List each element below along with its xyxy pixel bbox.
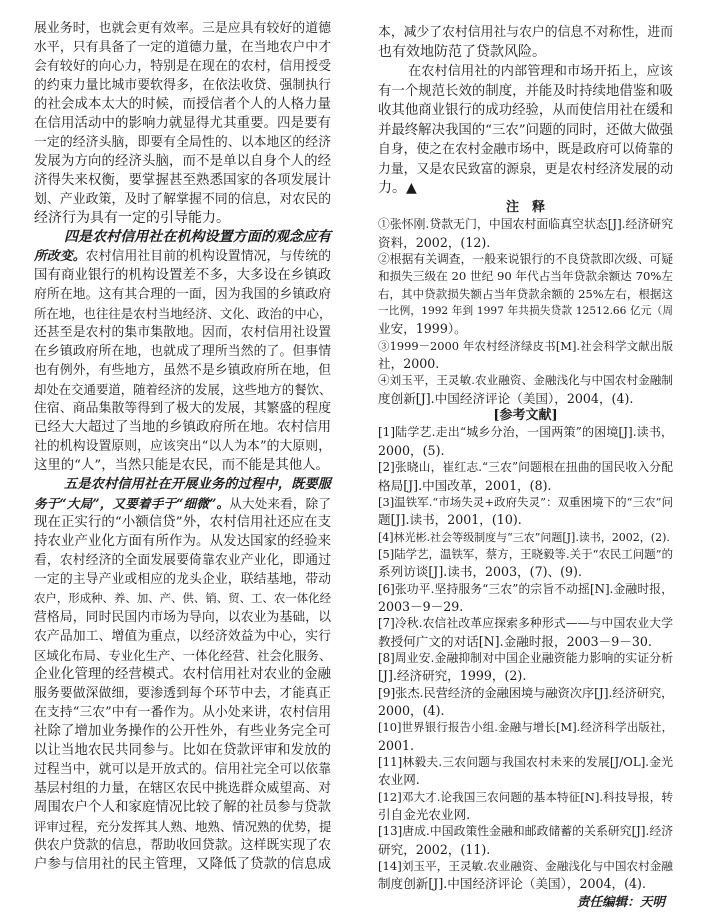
line-text: 过程当中，就可以是开放式的。信用社完全可以依靠 <box>34 762 331 777</box>
reference-item <box>378 650 673 685</box>
text-line <box>34 361 331 380</box>
reference-item <box>378 424 673 459</box>
text-line <box>34 19 331 38</box>
line-text: 营格局，同时民国内市场为导向，以农业为基础，以 <box>34 610 331 625</box>
left-text-column <box>34 19 331 874</box>
text-line <box>34 247 331 266</box>
text-line <box>34 342 331 361</box>
entry-line: ④刘玉平，王灵敏.农业融资、金融浅化与中国农村金融制 <box>378 373 673 388</box>
text-line <box>34 76 331 95</box>
reference-item <box>378 789 673 824</box>
entry-line: 2001. <box>378 737 415 753</box>
reference-item <box>378 823 673 858</box>
entry-line: 研究，2002，(11). <box>378 841 491 857</box>
text-line <box>34 665 331 684</box>
paragraph-lead: 务于“大局”，又要着手于“细微”。 <box>34 496 230 511</box>
line-text: 现在正实行的“小额信贷”外，农村信用社还应在支 <box>34 515 331 530</box>
line-text: 评审过程，充分发挥其人熟、地熟、情况熟的优势，提 <box>34 819 332 834</box>
text-line <box>34 190 331 209</box>
line-text: 农户，形成种、养、加、产、供、销、贸、工、农一体化经 <box>34 591 331 605</box>
reference-item <box>378 494 673 529</box>
entry-line: 系列访谈[J].读书，2003，(7)、(9). <box>378 564 582 580</box>
entry-line: ②根据有关调查，一般来说银行的不良贷款即次级、可疑 <box>378 252 673 267</box>
text-line <box>34 589 331 608</box>
paragraph-lead: 所改变。 <box>34 249 86 264</box>
line-text: 在农村信用社的内部管理和市场开拓上，应该 <box>408 64 673 79</box>
paragraph <box>378 62 673 199</box>
reference-item <box>378 858 673 893</box>
text-line <box>34 513 331 532</box>
line-text: 在乡镇政府所在地，也就成了理所当然的了。但事情 <box>34 344 331 359</box>
text-line <box>378 179 673 199</box>
entry-line: [1]陆学艺.走出“城乡分治，一国两策”的困境[J].读书， <box>378 425 673 440</box>
text-line <box>34 779 331 798</box>
text-line <box>34 741 331 760</box>
line-text: 经济行为具有一定的引导能力。 <box>34 210 230 226</box>
line-text: 社的机构设置原则，应该突出“以人为本”的大原则， <box>34 439 331 454</box>
line-text: 水平，只有具备了一定的道德力量，在当地农户中才 <box>34 40 331 55</box>
entry-line: [10]世界银行报告小组.金融与增长[M].经济科学出版社， <box>378 720 673 735</box>
entry-line: 右，其中贷款损失额占当年贷款余额的 25%左右，根据这 <box>378 286 673 301</box>
text-line <box>34 285 331 304</box>
entry-line: [9]张杰.民营经济的金融困境与融资次序[J].经济研究， <box>378 685 674 700</box>
notes-heading: 注 释 <box>505 200 545 215</box>
entry-line: 2003－9－29. <box>378 598 464 614</box>
entry-line: [12]邓大才.论我国三农问题的基本特征[N].科技导报，转 <box>378 789 673 804</box>
text-line <box>378 62 673 82</box>
text-line <box>378 101 673 121</box>
entry-line: 教授何广文的对话[N].金融时报，2003－9－30. <box>378 633 652 649</box>
line-text: 这里的“人”，当然只能是农民，而不能是其他人。 <box>34 458 329 473</box>
note-item <box>378 338 673 373</box>
line-text: 在信用活动中的影响力就显得尤其重要。四是要有 <box>34 116 331 131</box>
line-text: 力。▲ <box>378 180 417 196</box>
entry-line: 度创新[J].中国经济评论（美国），2004，(4). <box>378 390 634 406</box>
entry-line: 制度创新[J].中国经济评论（美国），2004，(4). <box>378 876 646 892</box>
line-text: 看，农村经济的全面发展要倚靠农业产业化，即通过 <box>34 553 331 568</box>
line-text: 发展为方向的经济头脑，而不是单以自身个人的经 <box>34 154 331 169</box>
text-line <box>34 551 331 570</box>
line-text: 一定的经济头脑，即要有全局性的、以本地区的经济 <box>34 135 331 150</box>
entry-line: [J].经济研究，1999，(2). <box>378 668 527 684</box>
reference-item <box>378 546 673 581</box>
line-text: 以让当地农民共同参与。比如在贷款评审和发放的 <box>34 743 331 758</box>
text-line <box>34 133 331 152</box>
reference-item <box>378 459 673 494</box>
entry-line: 引自金光农业网. <box>378 807 471 823</box>
entry-line: 资料，2002，(12). <box>378 234 491 250</box>
line-text: 会有较好的向心力，特别是在现在的农村，信用授受 <box>34 59 331 74</box>
line-text: 收其他商业银行的成功经验，从而使信用社在缓和 <box>378 103 673 118</box>
reference-item <box>378 754 673 789</box>
text-line <box>34 703 331 722</box>
references-list <box>378 424 673 892</box>
entry-line: ③1999－2000 年农村经济绿皮书[M].社会科学文献出版 <box>378 338 673 353</box>
line-text: 也有例外，有些地方，虽然不是乡镇政府所在地，但 <box>34 363 331 378</box>
line-text: 社除了增加业务操作的公开性外，有些业务完全可 <box>34 724 331 739</box>
text-line <box>378 23 673 43</box>
text-line <box>34 114 331 133</box>
entry-line: 农业网. <box>378 772 420 788</box>
text-line <box>378 43 673 63</box>
paragraph-lead: 五是农村信用社在开展业务的过程中，既要服 <box>64 477 331 492</box>
line-text: 却处在交通要道，随着经济的发展，这些地方的餐饮、 <box>34 382 332 397</box>
text-line <box>34 684 331 703</box>
line-text: 一定的主导产业或相应的龙头企业，联结基地，带动 <box>34 572 331 587</box>
text-line <box>34 418 331 437</box>
line-text: 济得失来权衡，要掌握甚至熟悉国家的各项发展计 <box>34 173 331 188</box>
entry-line: 业安，1999）。 <box>378 321 467 337</box>
entry-line: 2000，(4). <box>378 702 445 718</box>
responsible-editor: 责任编辑：天明 <box>576 893 665 909</box>
line-text: 基层村组的力量，在辖区农民中挑选群众威望高、对 <box>34 781 331 796</box>
line-text: 周围农户个人和家庭情况比较了解的社员参与贷款 <box>34 800 331 815</box>
text-line <box>34 323 331 342</box>
line-text: 户参与信用社的民主管理，又降低了贷款的信息成 <box>34 857 331 872</box>
line-text: 府所在地。这有其合理的一面，因为我国的乡镇政府 <box>34 287 331 302</box>
line-text: 自身，使之在农村金融市场中，既是政府可以倚靠的 <box>378 142 673 157</box>
text-line <box>34 494 331 513</box>
entry-line: 社，2000. <box>378 356 440 372</box>
line-text: 并最终解决我国的“三农”问题的同时，还做大做强 <box>378 122 673 138</box>
paragraph <box>34 19 331 228</box>
text-line <box>378 140 673 160</box>
text-line <box>34 209 331 228</box>
text-line <box>34 57 331 76</box>
text-line <box>378 82 673 102</box>
text-line <box>34 570 331 589</box>
line-text: 农村信用社目前的机构设置情况，与传统的 <box>85 249 332 264</box>
entry-line: [2]张晓山，崔红志.“三农”问题根在扭曲的国民收入分配 <box>378 460 673 475</box>
entry-line: 2000，(5). <box>378 442 445 458</box>
entry-line: [4]林光彬.社会等级制度与“三农”问题[J].读书，2002，(2). <box>378 530 670 544</box>
line-text: 已经大大超过了当地的乡镇政府所在地。农村信用 <box>34 420 331 435</box>
reference-item <box>378 615 673 650</box>
line-text: 的约束力量比城市要软得多，在依法收贷、强制执行 <box>34 78 331 93</box>
text-line <box>34 266 331 285</box>
line-text: 有一个规范长效的制度，并能及时持续地借鉴和吸 <box>378 83 673 99</box>
paragraph <box>34 475 331 874</box>
entry-line: [7]冷秋.农信社改革应探索多种形式——与中国农业大学 <box>378 616 673 631</box>
text-line <box>34 532 331 551</box>
text-line <box>378 160 673 180</box>
text-line <box>378 121 673 141</box>
line-text: 力量，又是农民致富的源泉，更是农村经济发展的动 <box>378 161 673 177</box>
text-line <box>34 760 331 779</box>
paragraph <box>378 23 673 62</box>
text-line <box>34 817 331 836</box>
entry-line: 题[J].读书，2001，(10). <box>378 512 522 528</box>
entry-line: ①张怀刚.贷款无门，中国农村面临真空状态[J].经济研究 <box>378 217 673 232</box>
note-item <box>378 216 673 251</box>
references-heading: [参考文献] <box>493 408 558 424</box>
entry-line: [14]刘玉平，王灵敏.农业融资、金融浅化与中国农村金融 <box>378 859 673 874</box>
reference-item <box>378 581 673 616</box>
entry-line: [6]张功平.坚持服务“三农”的宗旨不动摇[N].金融时报， <box>378 581 673 596</box>
line-text: 本，减少了农村信用社与农户的信息不对称性，进而 <box>378 25 673 40</box>
entry-line: [5]陆学艺，温铁军，蔡方，王晓毅等.关于“农民工问题”的 <box>378 546 673 561</box>
text-line <box>34 627 331 646</box>
entry-line: [8]周业安.金融抑制对中国企业融资能力影响的实证分析 <box>378 650 673 665</box>
reference-item <box>378 719 673 754</box>
text-line <box>34 399 331 418</box>
text-line <box>34 456 331 475</box>
entry-line: 和损失三级在 20 世纪 90 年代占当年贷款余额达 70%左 <box>378 269 673 284</box>
entry-line: 格局[J].中国改革，2001，(8). <box>378 477 552 493</box>
line-text: 也有效地防范了贷款风险。 <box>378 43 546 60</box>
entry-line: [11]林毅夫.三农问题与我国农村未来的发展[J/OL].金光 <box>378 755 673 769</box>
text-line <box>34 171 331 190</box>
text-line <box>34 608 331 627</box>
text-line <box>34 646 331 665</box>
line-text: 服务要做深做细，要渗透到每个环节中去，才能真正 <box>34 686 331 701</box>
line-text: 划、产业政策，及时了解掌握不同的信息，对农民的 <box>34 192 331 207</box>
text-line <box>34 228 331 247</box>
text-line <box>34 836 331 855</box>
text-line <box>34 304 331 323</box>
line-text: 供农户贷款的信息，帮助收回贷款。这样既实现了农 <box>34 838 331 853</box>
text-line <box>34 722 331 741</box>
line-text: 在支持“三农”中有一番作为。从小处来讲，农村信用 <box>34 705 331 720</box>
line-text: 企业化管理的经营模式。农村信用社对农业的金融 <box>34 667 331 682</box>
line-text: 所在地，也往往是农村当地经济、文化、政治的中心， <box>34 306 332 321</box>
notes-list <box>378 216 673 407</box>
paragraph <box>34 228 331 475</box>
note-item <box>378 372 673 407</box>
line-text: 国有商业银行的机构设置差不多，大多设在乡镇政 <box>34 268 331 283</box>
text-line <box>34 855 331 874</box>
text-line <box>34 798 331 817</box>
line-text: 还甚至是农村的集市集散地。因而，农村信用社设置 <box>34 325 331 340</box>
paragraph-lead: 四是农村信用社在机构设置方面的观念应有 <box>64 229 331 245</box>
reference-item <box>378 685 673 720</box>
line-text: 农产品加工、增值为重点，以经济效益为中心，实行 <box>34 629 331 644</box>
text-line <box>34 380 331 399</box>
line-text: 从大处来看，除了 <box>229 496 332 511</box>
text-line <box>34 38 331 57</box>
text-line <box>34 152 331 171</box>
note-item <box>378 251 673 338</box>
line-text: 区域化布局、专业化生产、一体化经营、社会化服务、 <box>34 648 332 663</box>
line-text: 持农业产业化方面有所作为。从发达国家的经验来 <box>34 534 331 549</box>
line-text: 展业务时，也就会更有效率。三是应具有较好的道德 <box>34 21 331 36</box>
text-line <box>34 437 331 456</box>
right-text-column <box>378 23 673 199</box>
line-text: 的社会成本太大的时候，而授信者个人的人格力量 <box>34 97 331 112</box>
entry-line: [13]唐成.中国政策性金融和邮政储蓄的关系研究[J].经济 <box>378 824 673 839</box>
text-line <box>34 475 331 494</box>
notes-and-references <box>378 199 673 910</box>
line-text: 住宿、商品集散等得到了极大的发展，其繁盛的程度 <box>34 401 331 416</box>
entry-line: 一比例，1992 年到 1997 年共损失贷款 12512.66 亿元（周 <box>378 305 673 318</box>
entry-line: [3]温铁军.“市场失灵+政府失灵”：双重困境下的“三农”问 <box>378 494 673 509</box>
text-line <box>34 95 331 114</box>
reference-item <box>378 529 673 546</box>
